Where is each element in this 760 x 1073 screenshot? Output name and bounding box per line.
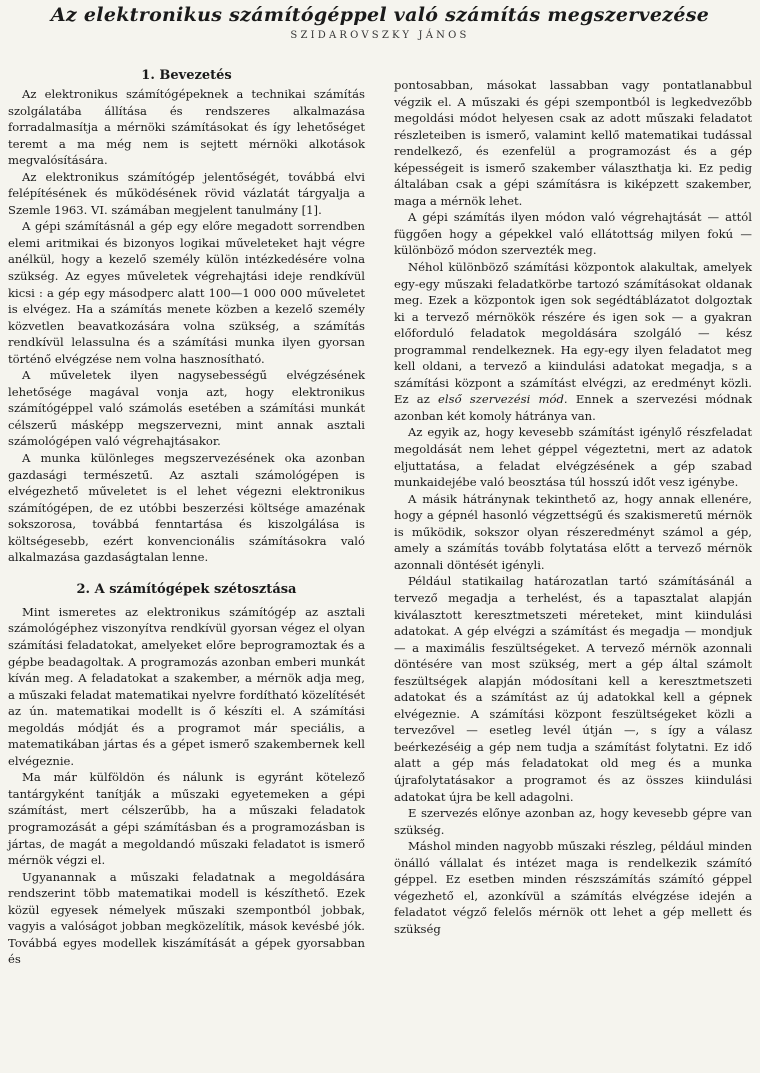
paragraph: Ma már külföldön és nálunk is egyránt kötelező tantárgyként tanítják a műszaki egyetemeken a gépi számítást, mert célszerűbb, ha a műszaki feladatok programozását a gépi számításban és a programozásban is jártas, de magát a megoldandó műszaki feladatot is ismerő mérnök végzi el. <box>8 770 365 868</box>
paragraph-continued: pontosabban, másokat lassabban vagy pontatlanabbul végzik el. A műszaki és gépi szempontból is legkedvezőbb megoldási módot helyesen csak az adott műszaki feladatot részleteiben is ismerő, valamint kellő matematikai tudással rendelkező, és ezenfelül a programozást és a gép képességeit is ismerő szakember választhatja ki. Ez pedig általában csak a gépi számításra is kiképzett szakember, maga a mérnök lehet. <box>394 78 752 208</box>
paragraph <box>394 259 752 424</box>
paragraph: Az elektronikus számítógépeknek a technikai számítás szolgálatába állítása és rendszeres alkalmazása forradalmasítja a mérnöki számításokat és így lehetőséget teremt a ma még nem is sejtett mérnöki alkotások megvalósítására. <box>8 87 365 168</box>
paragraph: Mint ismeretes az elektronikus számítógép az asztali számológéphez viszonyítva rendkívül gyorsan végez el olyan számítási feladatokat, amelyeket előre beprogramoztak és a gépbe beadagoltak. A programozás azonban emberi munkát kíván meg. A feladatokat a szakember, a mérnök adja meg, a műszaki feladat matematikai nyelvre fordítható közelítését az ún. matematikai modellt is ő készíti el. A számítási megoldás módját és a programot már speciális, a matematikában jártas és a gépet ismerő szakembernek kell elvégeznie. <box>8 604 365 768</box>
paragraph: Például statikailag határozatlan tartó számításánál a tervező megadja a terhelést, és a tapasztalat alapján kiválasztott keresztmetszeti méreteket, mint kiindulási adatokat. A gép elvégzi a számítást és megadja — mondjuk — a maximális feszültségeket. A tervező mérnök azonnali döntésére van most szükség, mert a gép által számolt feszültségek alapján módosítani kell a keresztmetszeti adatokat és a számítást az új adatokkal kell a gépnek elvégeznie. A számítási központ feszültségeket közli a tervezővel — esetleg levél útján —, s így a válasz beérkezéséig a gép nem tudja a számítást folytatni. Ez idő alatt a gép más feladatokat old meg és a munka újrafolytatásakor a programot és az összes kiindulási adatokat újra be kell adagolni. <box>394 574 752 804</box>
paragraph: Az egyik az, hogy kevesebb számítást igénylő részfeladat megoldását nem lehet géppel végeztetni, mert az adatok eljuttatása, a feladat elvégzésének a gép szabad munkaidejébe való beosztása túl hosszú időt vesz igénybe. <box>394 425 752 490</box>
paragraph: Az elektronikus számítógép jelentőségét, továbbá elvi felépítésének és működésének rövid vázlatát tárgyalja a Szemle 1963. VI. számában megjelent tanulmány [1]. <box>8 169 365 217</box>
emphasis-text: első szervezési mód. <box>438 392 568 407</box>
left-column <box>8 62 365 968</box>
section-heading-2: 2. A számítógépek szétosztása <box>76 581 297 597</box>
section-heading-1: 1. Bevezetés <box>141 68 232 83</box>
paragraph-text: Néhol különböző számítási központok alakultak, amelyek egy-egy műszaki feladatkörbe tartozó számításokat oldanak meg. Ezek a központok igen sok segédtáblázatot dolgoztak ki a tervező mérnökök részére és igen sok — a gyakran előforduló feladatok megoldására szolgáló — kész programmal rendelkeznek. Ha egy-egy ilyen feladatot meg kell oldani, a tervező a kiindulási adatokat megadja, s a számítási központ a számítást elvégzi, az eredményt közli. Ez az <box>394 260 752 407</box>
paragraph: A munka különleges megszervezésének oka azonban gazdasági természetű. Az asztali számológépen is elvégezhető műveletet is el lehet végezni elektronikus számítógépen, de ez utóbbi beszerzési költsége amazénak sokszorosa, továbbá fenntartása és kiszolgálása is költségesebb, ezért konvencionális számításokra való alkalmazása gazdaságtalan lenne. <box>8 451 365 565</box>
paragraph: A másik hátránynak tekinthető az, hogy annak ellenére, hogy a gépnél hasonló végzettségű és szakismeretű mérnök is működik, sokszor olyan részeredményt számol a gép, amely a számítás tovább folytatása előtt a tervező mérnök azonnali döntését igényli. <box>394 491 752 572</box>
paragraph: A gépi számításnál a gép egy előre megadott sorrendben elemi aritmikai és bizonyos logikai műveleteket hajt végre anélkül, hogy a kezelő személy külön intézkedésére volna szükség. Az egyes műveletek végrehajtási ideje rendkívül kicsi : a gép egy másodperc alatt 100—1 000 000 műveletet is elvégez. Ha a számítás menete közben a kezelő személy közvetlen beavatkozására volna szükség, a számítás rendkívül lelassulna és a számítási munka ilyen gyorsan történő elvégzése nem volna hasznosítható. <box>8 219 365 366</box>
paragraph: A gépi számítás ilyen módon való végrehajtását — attól függően hogy a gépekkel való ellátottság milyen fokú — különböző módon szervezték meg. <box>394 210 752 258</box>
paragraph-text: Ennek a szervezési módnak azonban két komoly hátránya van. <box>394 392 752 423</box>
paragraph: A műveletek ilyen nagysebességű elvégzésének lehetősége magával vonja azt, hogy elektronikus számítógéppel való számolás esetében a számítási munkát célszerű másképp megszervezni, mint annak asztali számológépen való végrehajtásakor. <box>8 368 365 449</box>
paragraph: Máshol minden nagyobb műszaki részleg, például minden önálló vállalat és intézet maga is rendelkezik számító géppel. Ez esetben minden részszámítás számító géppel végezhető el, azonkívül a számítás elvégzése idején a feladatot végző felelős mérnök ott lehet a gép mellett és szükség <box>394 839 752 936</box>
author-name: SZIDAROVSZKY JÁNOS <box>290 30 470 41</box>
right-column <box>394 77 752 968</box>
article-title: Az elektronikus számítógéppel való számítás megszervezése <box>50 4 710 26</box>
paragraph: E szervezés előnye azonban az, hogy kevesebb gépre van szükség. <box>394 806 752 837</box>
text-columns <box>8 62 752 968</box>
paragraph: Ugyanannak a műszaki feladatnak a megoldására rendszerint több matematikai modell is készíthető. Ezek közül egyesek némelyek műszaki szempontból jobbak, vagyis a valóságot jobban megközelítik, mások kevésbé jók. Továbbá egyes modellek kiszámítását a gépek gyorsabban és <box>8 869 365 967</box>
